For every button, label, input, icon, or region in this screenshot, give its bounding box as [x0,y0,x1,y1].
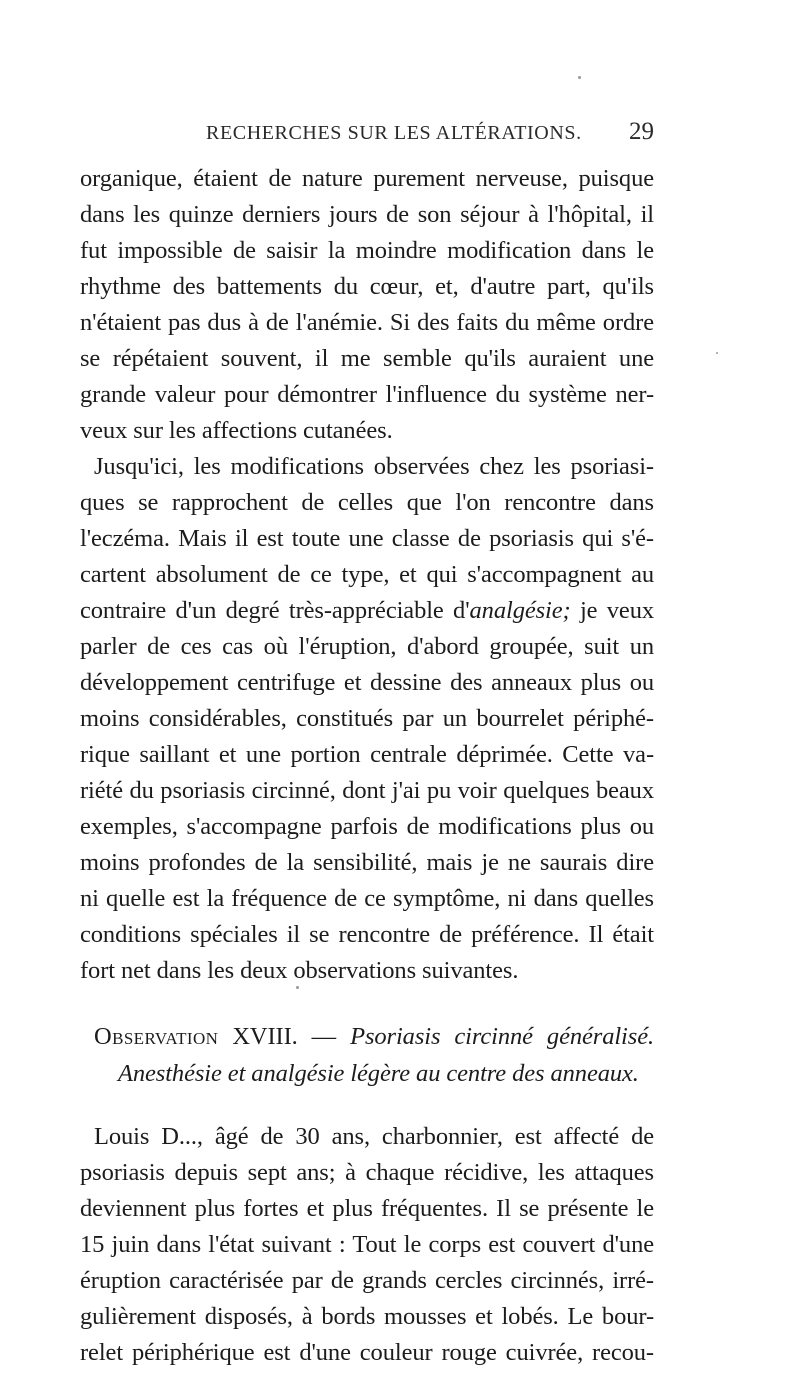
observation-title: Psoriasis circinné généralisé. [350,1023,655,1050]
text-line: Louis D..., âgé de 30 ans, charbonnier, est affecté de [94,1123,654,1150]
text-line: relet périphérique est d'une couleur rouge cuivrée, recou- [80,1339,654,1366]
text-line: cartent absolument de ce type, et qui s'accompagnent au [80,561,654,588]
page-number: 29 [629,118,654,145]
text-run: je veux [570,597,655,624]
text-line: riété du psoriasis circinné, dont j'ai pu voir quelques beaux [80,777,654,804]
text-line: moins considérables, constitués par un bourrelet périphé- [80,705,654,732]
text-line: l'eczéma. Mais il est toute une classe de psoriasis qui s'é- [80,525,654,552]
text-line: exemples, s'accompagne parfois de modifications plus ou [80,813,654,840]
running-header [80,114,654,154]
text-line: deviennent plus fortes et plus fréquentes. Il se présente le [80,1195,654,1222]
text-line: 15 juin dans l'état suivant : Tout le corps est couvert d'une [80,1231,654,1258]
observation-label: Observation [94,1023,219,1050]
text-line: rique saillant et une portion centrale déprimée. Cette va- [80,741,654,768]
italic-term: analgésie; [469,597,571,624]
running-title: RECHERCHES SUR LES ALTÉRATIONS. [206,122,582,144]
text-line: Jusqu'ici, les modifications observées chez les psoriasi- [94,453,654,480]
text-line: se répétaient souvent, il me semble qu'ils auraient une [80,345,654,372]
text-line: dans les quinze derniers jours de son séjour à l'hôpital, il [80,201,654,228]
text-line: éruption caractérisée par de grands cercles circinnés, irré- [80,1267,654,1294]
text-line: développement centrifuge et dessine des anneaux plus ou [80,669,654,696]
text-line: ni quelle est la fréquence de ce symptôme, ni dans quelles [80,885,654,912]
text-line: parler de ces cas où l'éruption, d'abord groupée, suit un [80,633,654,660]
observation-dash: — [297,1023,351,1050]
text-line: moins profondes de la sensibilité, mais je ne saurais dire [80,849,654,876]
text-line: gulièrement disposés, à bords mousses et lobés. Le bour- [80,1303,654,1330]
text-run: contraire d'un degré très-appréciable d' [80,597,470,624]
observation-heading [80,1020,654,1054]
observation-subtitle: Anesthésie et analgésie légère au centre des anneaux. [118,1060,639,1087]
text-line: n'étaient pas dus à de l'anémie. Si des faits du même ordre [80,309,654,336]
text-line [80,594,654,628]
paper-speck [578,76,581,79]
text-line: psoriasis depuis sept ans; à chaque récidive, les attaques [80,1159,654,1186]
text-line: fut impossible de saisir la moindre modification dans le [80,237,654,264]
text-line: conditions spéciales il se rencontre de préférence. Il était [80,921,654,948]
text-line: rhythme des battements du cœur, et, d'autre part, qu'ils [80,273,654,300]
text-line: organique, étaient de nature purement nerveuse, puisque [80,165,654,192]
paper-speck [296,986,299,989]
text-line: fort net dans les deux observations suivantes. [80,957,519,984]
text-line: grande valeur pour démontrer l'influence du système ner- [80,381,654,408]
observation-number: XVIII. [232,1023,298,1050]
paper-speck [716,352,718,354]
text-line: veux sur les affections cutanées. [80,417,393,444]
text-line: ques se rapprochent de celles que l'on rencontre dans [80,489,654,516]
